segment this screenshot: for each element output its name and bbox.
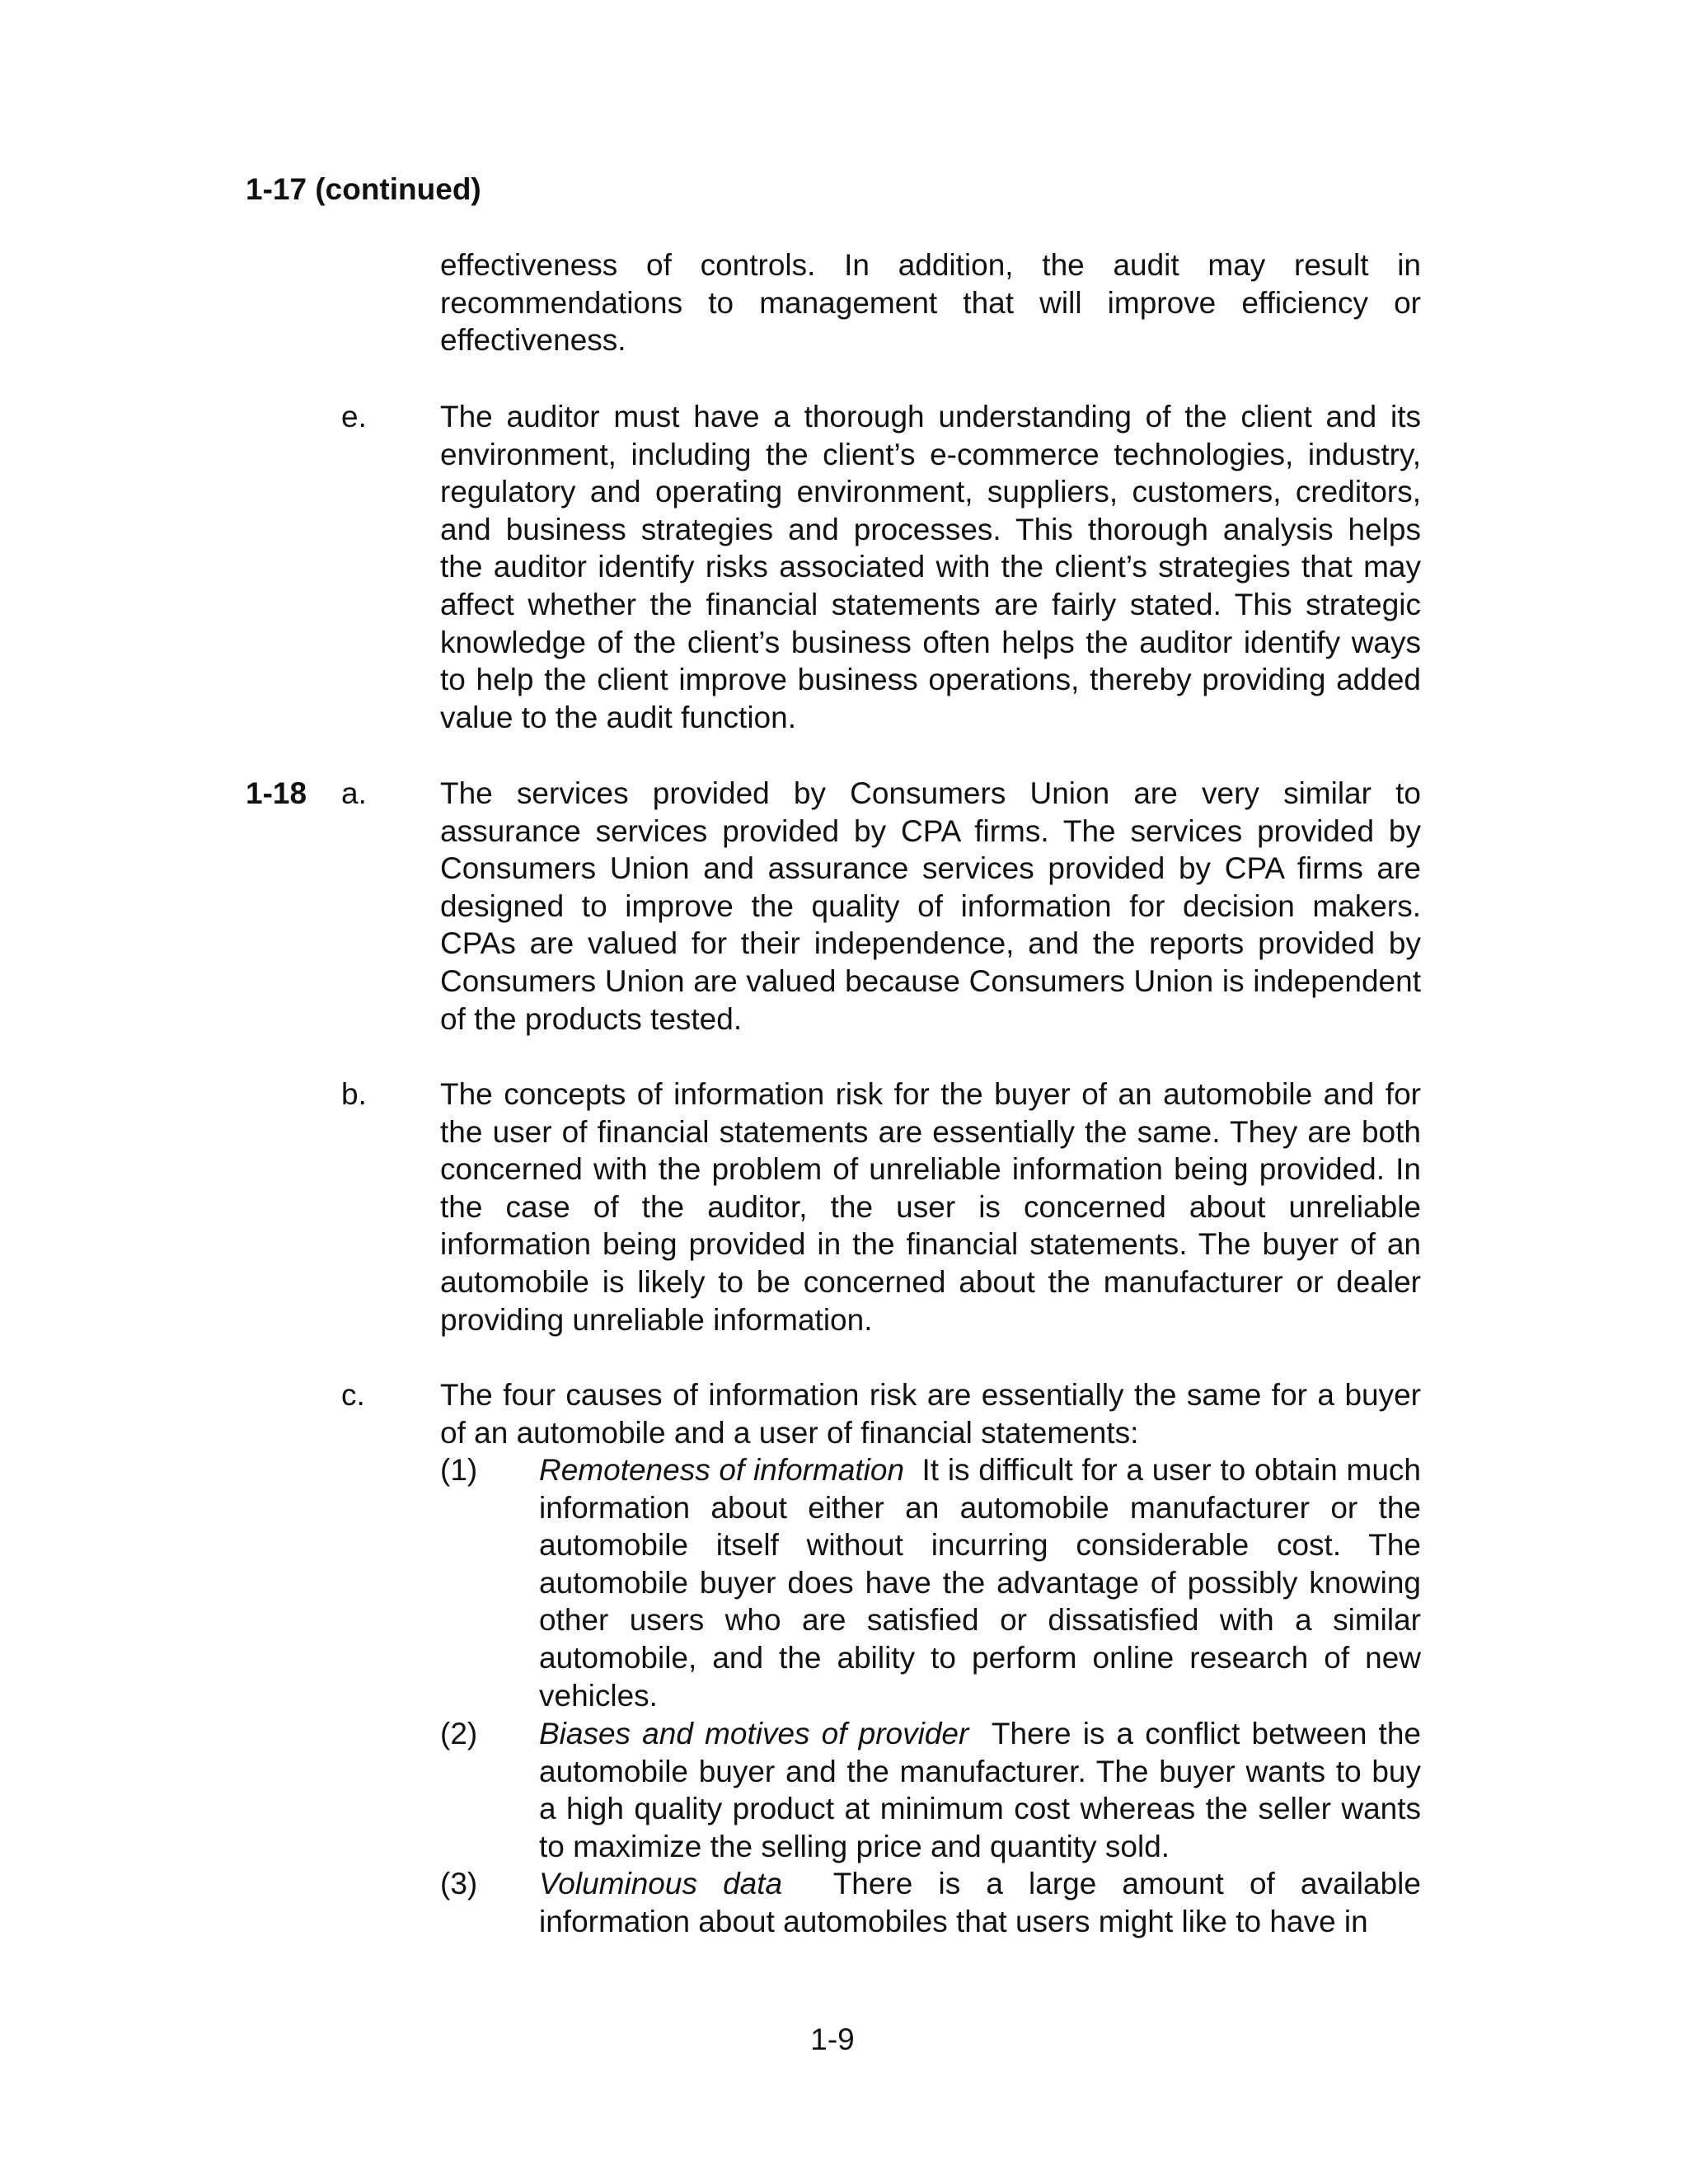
item-b-text: The concepts of information risk for the buyer of an automobile and for the user of financial statements are essentially the same. They are both concerned with the problem of unreliable information being provided. In the case of the auditor, the user is concerned about unreliable information being provided in the financial statements. The buyer of an automobile is likely to be concerned about the manufacturer or dealer providing unreliable information. bbox=[440, 1077, 1421, 1337]
sub-item-3-number: (3) bbox=[440, 1867, 478, 1900]
sub-item-2-title: Biases and motives of provider bbox=[539, 1717, 969, 1750]
item-c-label: c. bbox=[341, 1378, 365, 1412]
sub-item-1-number: (1) bbox=[440, 1453, 478, 1487]
continuation-paragraph: effectiveness of controls. In addition, the audit may result in recommendations to management that will improve efficiency or effectiveness. bbox=[440, 248, 1421, 358]
item-c-text: The four causes of information risk are essentially the same for a buyer of an automobile and a user of financial statements: bbox=[440, 1378, 1421, 1450]
sub-item-2-number: (2) bbox=[440, 1717, 478, 1750]
sub-item-3-text bbox=[539, 1865, 1421, 1940]
sub-item-3-title: Voluminous data bbox=[539, 1867, 783, 1900]
sub-item-3-body: There is a large amount of available information about automobiles that users might like to have in bbox=[539, 1867, 1421, 1938]
question-number-1-18: 1-18 bbox=[246, 776, 307, 810]
page-heading: 1-17 (continued) bbox=[246, 172, 481, 206]
item-a-text: The services provided by Consumers Union are very similar to assurance services provided by CPA firms. The services provided by Consumers Union and assurance services provided by CPA firms are designed to improve the quality of information for decision makers. CPAs are valued for their independence, and the reports provided by Consumers Union are valued because Consumers Union is independent of the products tested. bbox=[440, 776, 1421, 1036]
page-number: 1-9 bbox=[810, 2022, 855, 2056]
item-e-label: e. bbox=[341, 400, 367, 434]
item-a-label: a. bbox=[341, 776, 367, 810]
item-b-label: b. bbox=[341, 1077, 367, 1111]
sub-item-2-body: There is a conflict between the automobile buyer and the manufacturer. The buyer wants to buy a high quality product at minimum cost whereas the seller wants to maximize the selling price and quantity sold. bbox=[539, 1717, 1421, 1863]
sub-item-2-text bbox=[539, 1715, 1421, 1865]
item-e-text: The auditor must have a thorough understanding of the client and its environment, including the client’s e-commerce technologies, industry, regulatory and operating environment, suppliers, customers, creditors, and business strategies and processes. This thorough analysis helps the auditor identify risks associated with the client’s strategies that may affect whether the financial statements are fairly stated. This strategic knowledge of the client’s business often helps the auditor identify ways to help the client improve business operations, thereby providing added value to the audit function. bbox=[440, 400, 1421, 734]
sub-item-1-text bbox=[539, 1451, 1421, 1714]
sub-item-1-body: It is difficult for a user to obtain much information about either an automobile manufacturer or the automobile itself without incurring considerable cost. The automobile buyer does have the advantage of possibly knowing other users who are satisfied or dissatisfied with a similar automobile, and the ability to perform online research of new vehicles. bbox=[539, 1453, 1421, 1713]
sub-item-1-title: Remoteness of information bbox=[539, 1453, 905, 1487]
